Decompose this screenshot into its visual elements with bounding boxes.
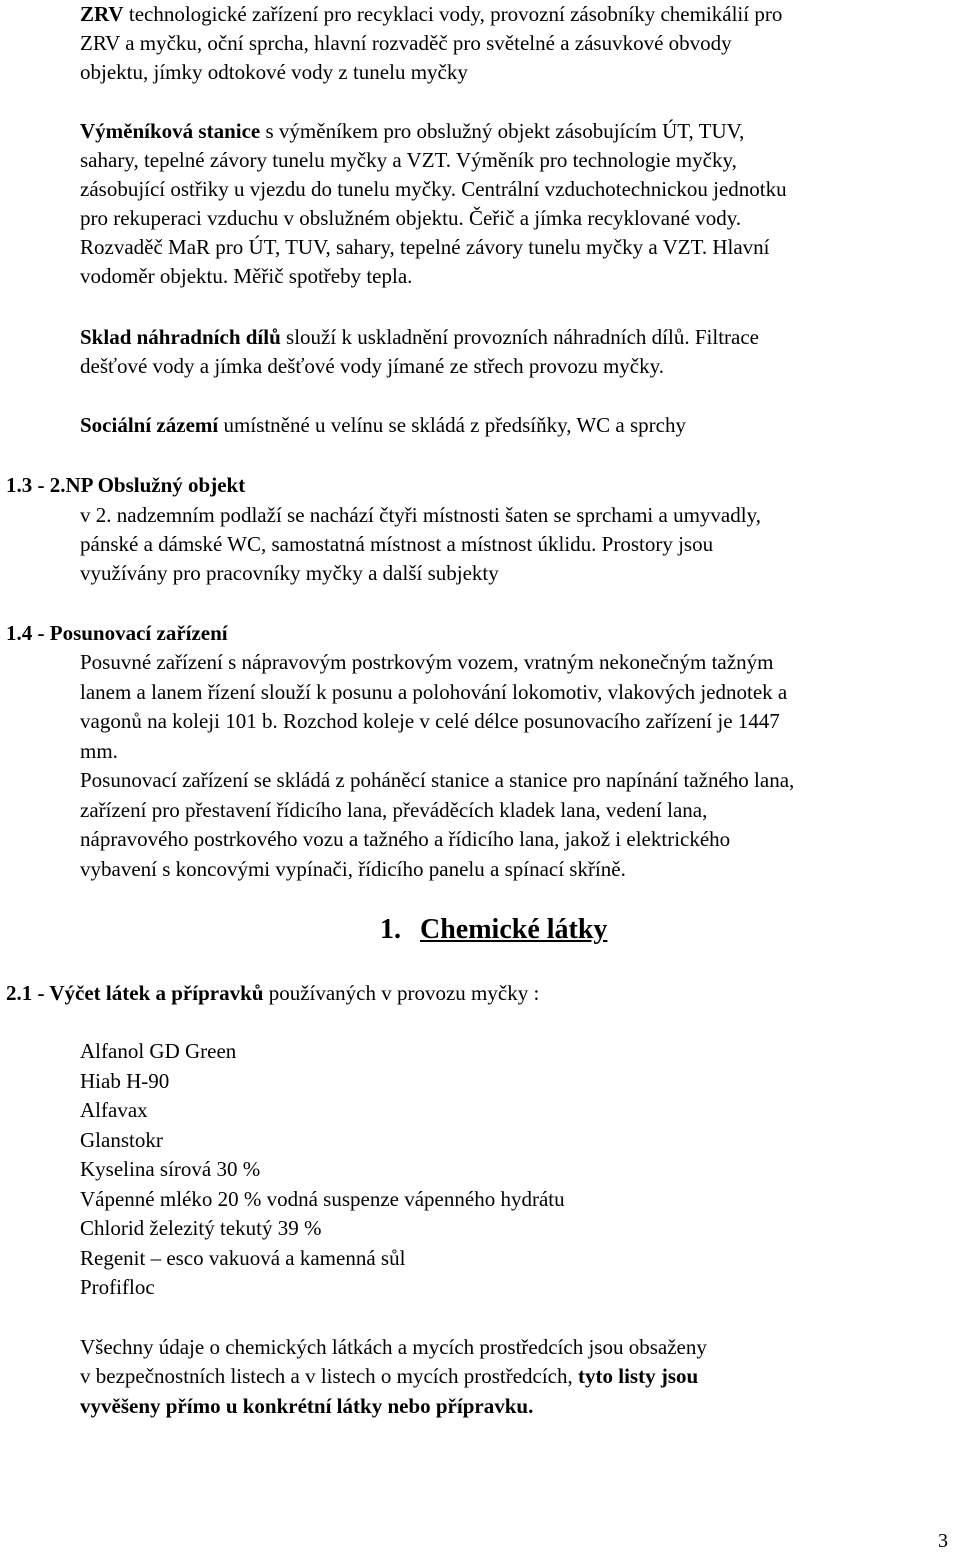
vymenik-line-2: sahary, tepelné závory tunelu myčky a VZT. Výměník pro technologie myčky,	[80, 148, 737, 172]
substance-item: Alfanol GD Green	[80, 1039, 237, 1063]
final-line-3: vyvěšeny přímo u konkrétní látky nebo přípravku.	[80, 1394, 534, 1418]
section-1-4-line-6: zařízení pro přestavení řídicího lana, převáděcích kladek lana, vedení lana,	[80, 798, 708, 822]
substance-item: Profifloc	[80, 1275, 155, 1299]
substance-item: Vápenné mléko 20 % vodná suspenze vápenného hydrátu	[80, 1187, 565, 1211]
section-1-4-line-2: lanem a lanem řízení slouží k posunu a polohování lokomotiv, vlakových jednotek a	[80, 680, 788, 704]
vymenik-line-4: pro rekuperaci vzduchu v obslužném objektu. Čeřič a jímka recyklované vody.	[80, 206, 742, 230]
substance-item: Chlorid železitý tekutý 39 %	[80, 1216, 322, 1240]
section-1-4-line-3: vagonů na koleji 101 b. Rozchod koleje v celé délce posunovacího zařízení je 1447	[80, 709, 780, 733]
page-number: 3	[938, 1530, 948, 1552]
section-1-3-line-3: využívány pro pracovníky myčky a další subjekty	[80, 561, 499, 585]
zrv-term: ZRV	[80, 2, 124, 26]
sklad-line-2: dešťové vody a jímka dešťové vody jímané ze střech provozu myčky.	[80, 354, 665, 378]
section-1-4-heading: 1.4 - Posunovací zařízení	[6, 621, 228, 645]
vymenik-line-1: Výměníková stanice s výměníkem pro obslužný objekt zásobujícím ÚT, TUV,	[80, 119, 745, 143]
zrv-line-2: ZRV a myčku, oční sprcha, hlavní rozvaděč pro světelné a zásuvkové obvody	[80, 31, 732, 55]
vymenik-line-3: zásobující ostřiky u vjezdu do tunelu myčky. Centrální vzduchotechnickou jednotku	[80, 177, 787, 201]
substance-item: Kyselina sírová 30 %	[80, 1157, 261, 1181]
chapter-title: Chemické látky	[420, 914, 608, 945]
zrv-line-1: ZRV technologické zařízení pro recyklaci vody, provozní zásobníky chemikálií pro	[80, 2, 783, 26]
substance-item: Regenit – esco vakuová a kamenná sůl	[80, 1246, 406, 1270]
section-1-3-line-2: pánské a dámské WC, samostatná místnost a místnost úklidu. Prostory jsou	[80, 532, 714, 556]
section-1-4-line-7: nápravového postrkového vozu a tažného a řídicího lana, jakož i elektrického	[80, 827, 731, 851]
substance-item: Glanstokr	[80, 1128, 163, 1152]
vymenik-term: Výměníková stanice	[80, 119, 261, 143]
section-1-4-line-8: vybavení s koncovými vypínači, řídicího panelu a spínací skříně.	[80, 857, 626, 881]
section-1-4-line-4: mm.	[80, 739, 118, 763]
sklad-term: Sklad náhradních dílů	[80, 325, 281, 349]
vymenik-line-5: Rozvaděč MaR pro ÚT, TUV, sahary, tepelné závory tunelu myčky a VZT. Hlavní	[80, 235, 770, 259]
zrv-line-3: objektu, jímky odtokové vody z tunelu myčky	[80, 60, 468, 84]
substance-item: Alfavax	[80, 1098, 148, 1122]
section-1-4-line-1: Posuvné zařízení s nápravovým postrkovým vozem, vratným nekonečným tažným	[80, 650, 774, 674]
social-line-1: Sociální zázemí umístněné u velínu se skládá z předsíňky, WC a sprchy	[80, 413, 686, 437]
vymenik-line-6: vodoměr objektu. Měřič spotřeby tepla.	[80, 264, 413, 288]
final-line-2: v bezpečnostních listech a v listech o mycích prostředcích, tyto listy jsou	[80, 1364, 699, 1388]
section-1-3-heading: 1.3 - 2.NP Obslužný objekt	[6, 473, 246, 497]
chapter-number: 1.	[380, 914, 401, 945]
section-1-4-line-5: Posunovací zařízení se skládá z poháněcí stanice a stanice pro napínání tažného lana,	[80, 768, 795, 792]
substance-item: Hiab H-90	[80, 1069, 170, 1093]
final-line-1: Všechny údaje o chemických látkách a mycích prostředcích jsou obsaženy	[80, 1335, 707, 1359]
chapter-heading	[380, 914, 607, 946]
section-2-1-heading: 2.1 - Výčet látek a přípravků používaných v provozu myčky :	[6, 981, 540, 1005]
sklad-line-1: Sklad náhradních dílů slouží k uskladnění provozních náhradních dílů. Filtrace	[80, 325, 759, 349]
social-term: Sociální zázemí	[80, 413, 219, 437]
section-1-3-line-1: v 2. nadzemním podlaží se nachází čtyři místnosti šaten se sprchami a umyvadly,	[80, 503, 761, 527]
